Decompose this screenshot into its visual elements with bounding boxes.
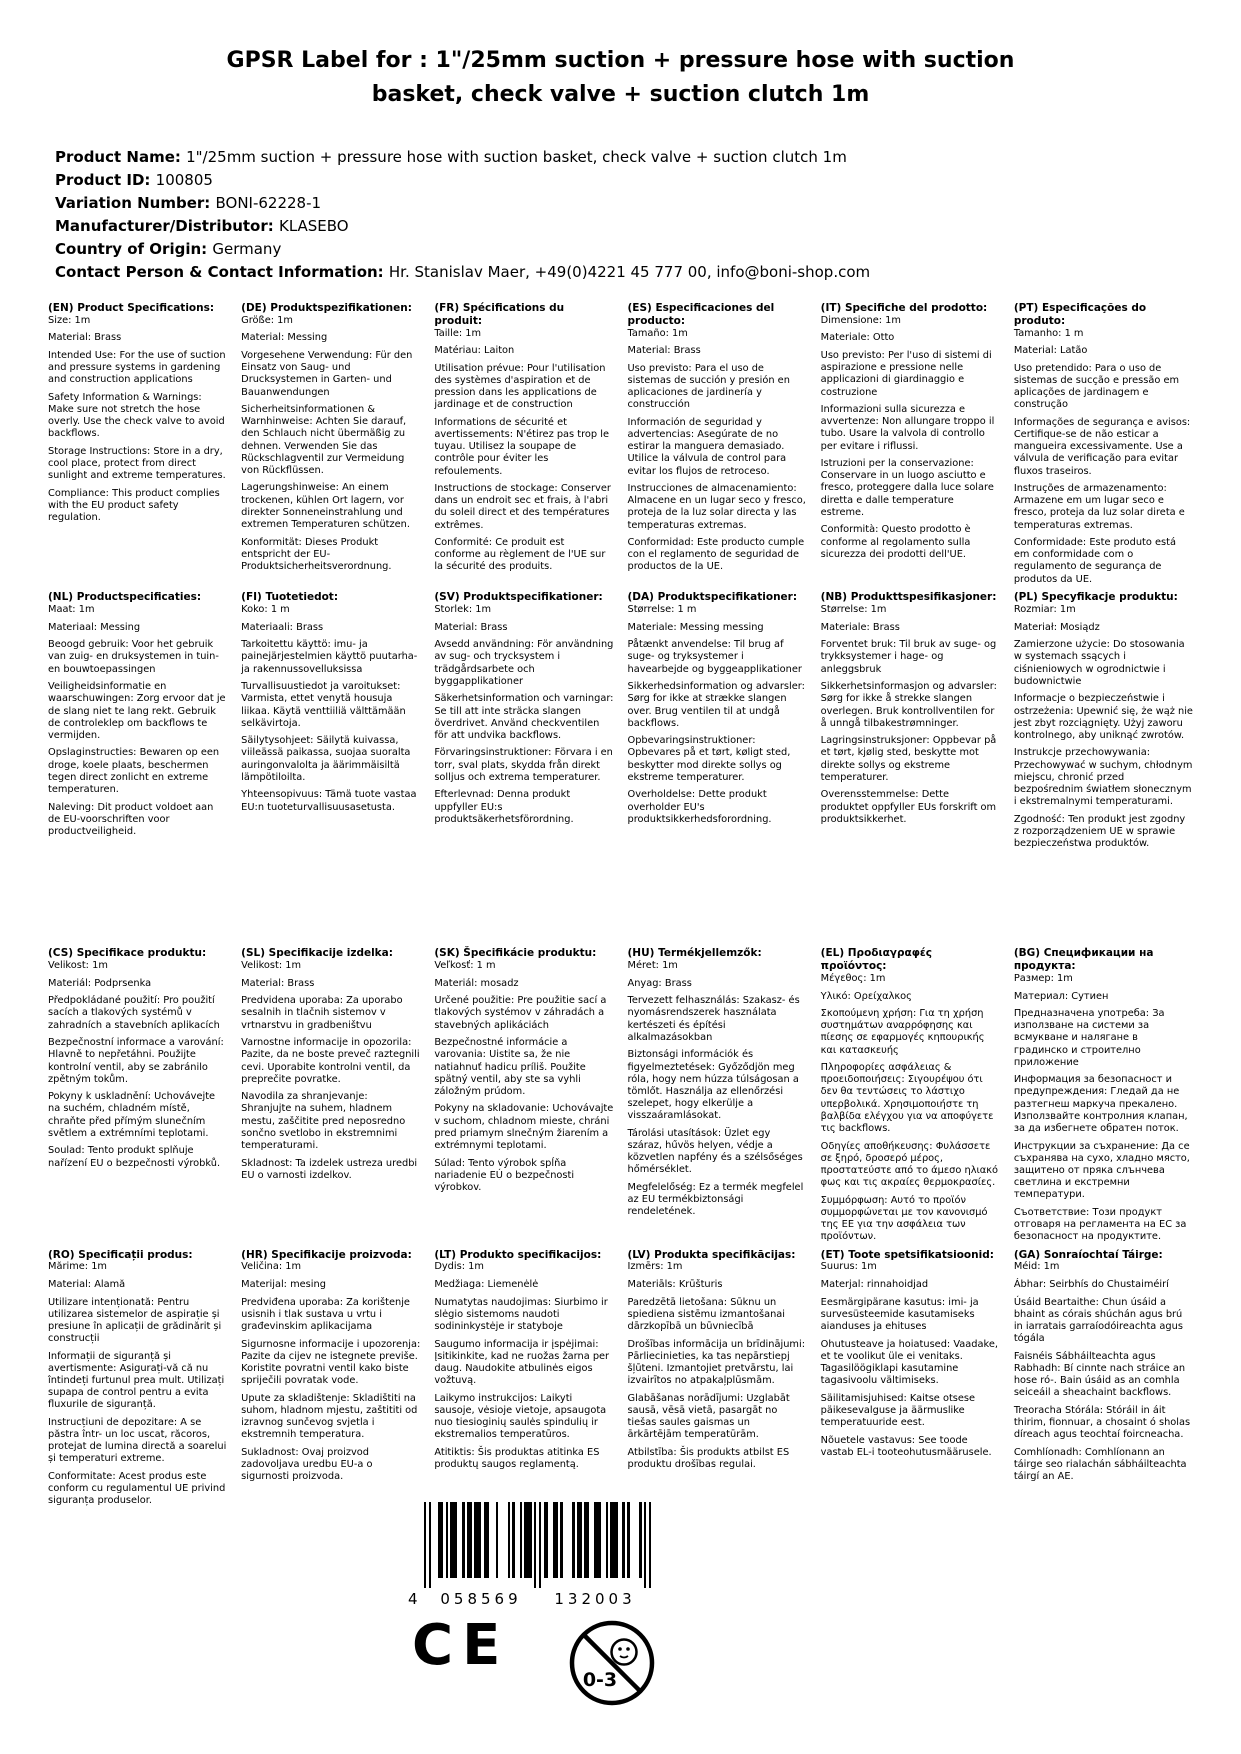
spec-paragraph: Atbilstība: Šis produkts atbilst ES produktu drošības regulai.	[627, 1446, 790, 1470]
spec-heading: (IT) Specifiche del prodotto:	[820, 302, 988, 314]
spec-heading: (ET) Toote spetsifikatsioonid:	[820, 1248, 994, 1261]
spec-paragraph: Efterlevnad: Denna produkt uppfyller EU:s produktsäkerhetsförordning.	[434, 789, 574, 825]
age-warning-icon	[567, 1618, 657, 1708]
spec-block-hu	[628, 947, 807, 1248]
spec-paragraph: Sikkerhetsinformasjon og advarsler: Sørg for ikke å strekke slangen overlegen. Bruk kontrollventilen for å unngå tilbakestrømninger.	[820, 681, 997, 729]
spec-paragraph: Úsáid Beartaithe: Chun úsáid a bhaint as córais shúchán agus brú in iarratais garraíodóireachta agus tógála	[1013, 1296, 1183, 1345]
spec-paragraph: Pokyny na skladovanie: Uchovávajte v suchom, chladnom mieste, chráni pred priamym slnečným žiarením a extrémnymi teplotami.	[434, 1103, 614, 1151]
spec-paragraph: Tamaño: 1m	[627, 327, 688, 339]
spec-paragraph: Forventet bruk: Til bruk av suge- og trykksystemer i hage- og anleggsbruk	[820, 639, 997, 675]
product-info-value: Germany	[212, 239, 282, 258]
spec-block-nl	[48, 591, 227, 947]
spec-paragraph: Méret: 1m	[627, 960, 678, 972]
product-info-label: Product Name:	[55, 148, 187, 166]
spec-block-lv	[628, 1249, 807, 1513]
spec-block-lt	[434, 1249, 613, 1513]
spec-paragraph: Ohutusteave ja hoiatused: Vaadake, et te voolikut üle ei venitaks. Tagasilöögiklapi kasutamine tagasivoolu vältimiseks.	[820, 1338, 998, 1387]
spec-paragraph: Koko: 1 m	[241, 604, 290, 616]
spec-paragraph: Información de seguridad y advertencias: Asegúrate de no estirar la manguera demasiado. Utilice la válvula de control para evitar los flujos de retroceso.	[627, 416, 787, 477]
spec-paragraph: Saugumo informacija ir įspėjimai: Įsitikinkite, kad ne ruožas žarna per daug. Naudokite atbulinės eigos vožtuvą.	[434, 1338, 610, 1387]
spec-paragraph: Biztonsági információk és figyelmeztetések: Győződjön meg róla, hogy nem húzza túlságosan a tömlőt. Használja az ellenőrzési szelepet, hogy elkerülje a visszaáramlásokat.	[627, 1049, 799, 1122]
spec-heading: (CS) Specifikace produktu:	[48, 947, 207, 960]
spec-paragraph: Nõuetele vastavus: See toode vastab EL-i tooteohutusmäärusele.	[820, 1434, 992, 1458]
product-info-line	[55, 238, 1201, 261]
spec-heading: (PT) Especificações do produto:	[1013, 302, 1147, 327]
spec-paragraph: Velikost: 1m	[241, 960, 302, 972]
spec-paragraph: Uso previsto: Per l'uso di sistemi di aspirazione e pressione nelle applicazioni di giardinaggio e costruzione	[820, 350, 992, 398]
spec-block-fi	[241, 591, 420, 947]
spec-paragraph: Informazioni sulla sicurezza e avvertenze: Non allungare troppo il tubo. Usare la valvola di controllo per evitare i riflussi.	[820, 404, 995, 452]
spec-paragraph: Utilizare intenționată: Pentru utilizarea sistemelor de aspirație și presiune în aplicații de grădinărit și construcții	[48, 1296, 222, 1345]
spec-block-pl	[1014, 591, 1193, 947]
product-info-label: Country of Origin:	[55, 239, 213, 258]
spec-paragraph: Súlad: Tento výrobok spĺňa nariadenie EÚ o bezpečnosti výrobkov.	[434, 1157, 575, 1193]
spec-paragraph: Material: Alamă	[48, 1279, 126, 1291]
spec-paragraph: Σκοπούμενη χρήση: Για τη χρήση συστημάτων αναρρόφησης και πίεσης σε εφαρμογές κηπουρικής και κατασκευής	[820, 1008, 985, 1056]
spec-paragraph: Předpokládané použití: Pro použití sacích a tlakových systémů v zahradních a stavebních aplikacích	[48, 995, 220, 1031]
spec-paragraph: Materiāls: Krūšturis	[627, 1279, 723, 1291]
spec-paragraph: Lagerungshinweise: An einem trockenen, kühlen Ort lagern, vor direkter Sonneneinstrahlung und extremen Temperaturen schützen.	[241, 482, 411, 530]
spec-paragraph: Suurus: 1m	[820, 1261, 877, 1273]
spec-paragraph: Paredzētā lietošana: Sūknu un spiediena sistēmu izmantošanai dārzkopībā un būvniecībā	[627, 1296, 786, 1333]
spec-paragraph: Opslaginstructies: Bewaren op een droge, koele plaats, beschermen tegen direct zonlicht en extreme temperaturen.	[48, 747, 220, 795]
spec-paragraph: Tamanho: 1 m	[1013, 327, 1084, 339]
product-info-value: KLASEBO	[278, 216, 349, 235]
spec-paragraph: Material: Brass	[48, 332, 122, 344]
spec-block-nb	[821, 591, 1000, 947]
barcode-system-digit: 4	[408, 1590, 418, 1608]
spec-block-da	[628, 591, 807, 947]
spec-heading: (ES) Especificaciones del producto:	[627, 302, 775, 327]
spec-block-pt	[1014, 302, 1193, 591]
spec-paragraph: Avsedd användning: För användning av sug- och trycksystem i trädgårdsarbete och byggapplikationer	[434, 639, 614, 687]
spec-paragraph: Méid: 1m	[1013, 1261, 1060, 1273]
spec-paragraph: Zgodność: Ten produkt jest zgodny z rozporządzeniem UE w sprawie bezpieczeństwa produktów.	[1013, 813, 1186, 849]
spec-paragraph: Pokyny k uskladnění: Uchovávejte na suchém, chladném místě, chraňte před přímým slunečním světlem a extrémními teplotami.	[48, 1091, 216, 1139]
spec-heading: (NB) Produkttspesifikasjoner:	[820, 591, 997, 604]
spec-paragraph: Varnostne informacije in opozorila: Pazite, da ne boste preveč raztegnili cevi. Uporabite kontrolni ventil, da preprečite povratke.	[241, 1037, 420, 1085]
spec-heading: (HU) Termékjellemzők:	[627, 947, 762, 960]
spec-paragraph: Informații de siguranță și avertismente: Asigurați-vă că nu întindeți furtunul prea mult. Utilizați supapa de control pentru a evita fluxurile de siguranță.	[48, 1350, 225, 1411]
spec-paragraph: Materjal: rinnahoidjad	[820, 1279, 929, 1291]
spec-paragraph: Tarkoitettu käyttö: imu- ja painejärjestelmien käyttö puutarha- ja rakennussovelluksissa	[241, 639, 418, 675]
spec-paragraph: Materijal: mesing	[241, 1279, 326, 1291]
spec-heading: (EN) Product Specifications:	[48, 302, 215, 314]
barcode-left-digits: 058569	[440, 1590, 522, 1608]
spec-paragraph: Υλικό: Ορείχαλκος	[820, 990, 912, 1002]
spec-heading: (EL) Προδιαγραφές προϊόντος:	[820, 947, 932, 973]
spec-paragraph: Beoogd gebruik: Voor het gebruik van zuig- en druksystemen in tuin- en bouwtoepassingen	[48, 639, 219, 675]
spec-block-de	[241, 302, 420, 591]
spec-paragraph: Lagringsinstruksjoner: Oppbevar på et tørt, kjølig sted, beskytte mot direkte sollys og ekstreme temperaturer.	[820, 735, 997, 783]
spec-paragraph: Intended Use: For the use of suction and pressure systems in gardening and construction applications	[48, 350, 226, 386]
spec-heading: (RO) Specificații produs:	[48, 1248, 193, 1261]
spec-heading: (HR) Specifikacije proizvoda:	[241, 1248, 412, 1261]
spec-paragraph: Overholdelse: Dette produkt overholder EU's produktsikkerhedsforordning.	[627, 789, 772, 825]
spec-paragraph: Zamierzone użycie: Do stosowania w systemach ssących i ciśnieniowych w ogrodnictwie i budownictwie	[1013, 639, 1185, 687]
page-title	[0, 44, 1241, 112]
spec-paragraph: Συμμόρφωση: Αυτό το προϊόν συμμορφώνεται με τον κανονισμό της ΕΕ για την ασφάλεια των προϊόντων.	[820, 1194, 988, 1243]
spec-paragraph: Conformitate: Acest produs este conform cu regulamentul UE privind siguranța produselor.	[48, 1471, 226, 1507]
spec-paragraph: Numatytas naudojimas: Siurbimo ir slėgio sistemoms naudoti sodininkystėje ir statyboje	[434, 1296, 608, 1333]
spec-paragraph: Uso pretendido: Para o uso de sistemas de sucção e pressão em aplicações de jardinagem e construção	[1013, 362, 1180, 411]
spec-paragraph: Matériau: Laiton	[434, 345, 515, 357]
product-info-value: BONI-62228-1	[215, 193, 322, 212]
barcode-right-digits: 132003	[554, 1590, 636, 1608]
spec-paragraph: Instrucciones de almacenamiento: Almacene en un lugar seco y fresco, proteja de la luz solar directa y las temperaturas extremas.	[627, 483, 806, 531]
spec-paragraph: Säkerhetsinformation och varningar: Se till att inte sträcka slangen överdrivet. Använd checkventilen för att undvika backflows.	[434, 693, 614, 741]
spec-paragraph: Určené použitie: Pre použitie sací a tlakových systémov v záhradách a stavebných aplikáciách	[434, 995, 607, 1031]
spec-paragraph: Compliance: This product complies with the EU product safety regulation.	[48, 487, 220, 524]
spec-paragraph: Utilisation prévue: Pour l'utilisation des systèmes d'aspiration et de pression dans les applications de jardinage et de construction	[434, 362, 606, 411]
spec-paragraph: Faisnéis Sábháilteachta agus Rabhadh: Bí cinnte nach stráice an hose ró-. Bain úsáid as an comhla seiceáil a sheachaint backflows.	[1013, 1350, 1186, 1399]
spec-paragraph: Conformità: Questo prodotto è conforme al regolamento sulla sicurezza dei prodotti dell'UE.	[820, 524, 971, 560]
spec-block-sk	[434, 947, 613, 1248]
spec-paragraph: Materiál: mosadz	[434, 977, 519, 989]
spec-heading: (LV) Produkta specifikācijas:	[627, 1248, 796, 1261]
product-info-label: Variation Number:	[55, 193, 216, 212]
spec-paragraph: Atitiktis: Šis produktas atitinka ES produktų saugos reglamentą.	[434, 1446, 600, 1470]
product-info-line	[55, 261, 1201, 284]
spec-paragraph: Størrelse: 1m	[820, 604, 887, 616]
spec-block-sl	[241, 947, 420, 1248]
spec-paragraph: Size: 1m	[48, 314, 91, 326]
spec-heading: (NL) Productspecificaties:	[48, 591, 202, 604]
spec-paragraph: Größe: 1m	[241, 314, 293, 326]
spec-paragraph: Glabāšanas norādījumi: Uzglabāt sausā, vēsā vietā, pasargāt no tiešas saules gaismas un ārkārtējām temperatūrām.	[627, 1392, 790, 1441]
spec-paragraph: Storage Instructions: Store in a dry, cool place, protect from direct sunlight and extreme temperatures.	[48, 446, 226, 482]
spec-paragraph: Soulad: Tento produkt splňuje nařízení EU o bezpečnosti výrobků.	[48, 1145, 221, 1169]
spec-block-es	[628, 302, 807, 591]
spec-paragraph: Maat: 1m	[48, 604, 95, 616]
spec-paragraph: Sukladnost: Ovaj proizvod zadovoljava uredbu EU-a o sigurnosti proizvoda.	[241, 1446, 373, 1483]
spec-paragraph: Veľkosť: 1 m	[434, 960, 496, 972]
spec-paragraph: Conformidade: Este produto está em conformidade com o regulamento de segurança de produtos da UE.	[1013, 537, 1176, 585]
spec-paragraph: Materiaal: Messing	[48, 621, 141, 633]
product-info-value: 1"/25mm suction + pressure hose with suction basket, check valve + suction clutch 1m	[186, 148, 847, 166]
spec-paragraph: Material: Brass	[241, 977, 315, 989]
spec-paragraph: Megfelelőség: Ez a termék megfelel az EU termékbiztonsági rendeletének.	[627, 1181, 804, 1218]
spec-paragraph: Conformité: Ce produit est conforme au règlement de l'UE sur la sécurité des produits.	[434, 537, 606, 573]
spec-paragraph: Sikkerhedsinformation og advarsler: Sørg for ikke at strække slangen over. Brug ventilen til at undgå backflows.	[627, 681, 805, 729]
spec-heading: (PL) Specyfikacje produktu:	[1013, 591, 1178, 604]
spec-paragraph: Overensstemmelse: Dette produktet oppfyller EUs forskrift om produktsikkerhet.	[820, 789, 997, 825]
barcode-bar	[649, 1502, 651, 1588]
spec-paragraph: Μέγεθος: 1m	[820, 972, 886, 984]
product-info-line	[55, 192, 1201, 215]
spec-paragraph: Ábhar: Seirbhís do Chustaiméirí	[1013, 1279, 1169, 1291]
spec-paragraph: Skladnost: Ta izdelek ustreza uredbi EU o varnosti izdelkov.	[241, 1157, 418, 1181]
page-title-text: GPSR Label for : 1"/25mm suction + pressure hose with suction basket, check valve + suction clutch 1m	[226, 48, 1015, 108]
spec-paragraph: Konformität: Dieses Produkt entspricht der EU-Produktsicherheitsverordnung.	[241, 536, 392, 572]
spec-heading: (DA) Produktspecifikationer:	[627, 591, 798, 604]
product-info-value: Hr. Stanislav Maer, +49(0)4221 45 777 00, info@boni-shop.com	[388, 262, 871, 281]
spec-paragraph: Materiał: Mosiądz	[1013, 621, 1100, 633]
spec-paragraph: Materiale: Brass	[820, 621, 900, 633]
spec-paragraph: Съответствие: Този продукт отговаря на регламента на ЕС за безопасност на продуктите.	[1013, 1206, 1187, 1243]
spec-paragraph: Инструкции за съхранение: Да се съхранява на сухо, хладно място, защитено от пряка слънчева светлина и екстремни температури.	[1013, 1140, 1190, 1201]
spec-paragraph: Размер: 1m	[1013, 972, 1073, 984]
spec-paragraph: Säilitamisjuhised: Kaitse otsese päikesevalguse ja äärmuslike temperatuuride eest.	[820, 1392, 976, 1429]
spec-heading: (SK) Špecifikácie produktu:	[434, 947, 597, 960]
spec-paragraph: Bezpečnostní informace a varování: Hlavně to nepřetáhni. Použijte kontrolní ventil, aby se zabránilo zpětným tokům.	[48, 1037, 224, 1085]
spec-paragraph: Yhteensopivuus: Tämä tuote vastaa EU:n tuoteturvallisuusasetusta.	[241, 789, 417, 813]
spec-heading: (FI) Tuotetiedot:	[241, 591, 339, 604]
spec-paragraph: Laikymo instrukcijos: Laikyti sausoje, vėsioje vietoje, apsaugota nuo tiesioginių saulės spindulių ir ekstremalios temperatūros.	[434, 1392, 607, 1441]
spec-paragraph: Predvidena uporaba: Za uporabo sesalnih in tlačnih sistemov v vrtnarstvu in gradbeništvu	[241, 995, 403, 1031]
spec-paragraph: Informations de sécurité et avertissements: N'étirez pas trop le tuyau. Utilisez la soupape de contrôle pour éviter les refoulements.	[434, 416, 610, 477]
spec-paragraph: Izmērs: 1m	[627, 1261, 683, 1273]
spec-block-hr	[241, 1249, 420, 1513]
spec-paragraph: Förvaringsinstruktioner: Förvara i en torr, sval plats, skydda från direkt solljus och extrema temperaturer.	[434, 747, 613, 783]
spec-paragraph: Mărime: 1m	[48, 1261, 107, 1273]
spec-paragraph: Информация за безопасност и предупреждения: Гледай да не разтегнеш маркуча прекалено. Използвайте контролния клапан, за да избегнете обратен поток.	[1013, 1074, 1188, 1134]
spec-paragraph: Safety Information & Warnings: Make sure not stretch the hose overly. Use the check valve to avoid backflows.	[48, 392, 225, 440]
ce-mark-icon: CE	[412, 1613, 510, 1678]
spec-paragraph: Dydis: 1m	[434, 1261, 484, 1273]
spec-paragraph: Bezpečnostné informácie a varovania: Uistite sa, že nie natiahnuť hadicu príliš. Použite spätný ventil, aby ste sa vyhli záložným prúdom.	[434, 1037, 586, 1097]
product-info-line	[55, 146, 1201, 169]
spec-block-et	[821, 1249, 1000, 1513]
product-info-label: Manufacturer/Distributor:	[55, 216, 279, 235]
product-info-value: 100805	[155, 170, 213, 189]
spec-paragraph: Turvallisuustiedot ja varoitukset: Varmista, ettet venytä housuja liikaa. Käytä venttiiliä välttämään selkävirtoja.	[241, 681, 406, 729]
spec-paragraph: Материал: Сутиен	[1013, 990, 1109, 1002]
barcode-bars	[424, 1502, 688, 1588]
product-info	[55, 146, 1201, 284]
product-info-label: Contact Person & Contact Information:	[55, 262, 389, 281]
spec-paragraph: Informações de segurança e avisos: Certifique-se de não esticar a mangueira excessivamente. Use a válvula de verificação para evitar fluxos traseiros.	[1013, 416, 1191, 477]
spec-paragraph: Navodila za shranjevanje: Shranjujte na suhem, hladnem mestu, zaščitite pred neposredno sončno svetlobo in ekstremnimi temperaturami.	[241, 1091, 406, 1151]
spec-paragraph: Material: Messing	[241, 332, 328, 344]
spec-paragraph: Anyag: Brass	[627, 977, 692, 989]
spec-paragraph: Tervezett felhasználás: Szakasz- és nyomásrendszerek használata kertészeti és építési alkalmazásokban	[627, 995, 800, 1043]
spec-paragraph: Materiál: Podprsenka	[48, 977, 152, 989]
spec-paragraph: Conformidad: Este producto cumple con el reglamento de seguridad de productos de la UE.	[627, 537, 805, 573]
spec-heading: (GA) Sonraíochtaí Táirge:	[1013, 1248, 1163, 1261]
spec-paragraph: Material: Brass	[434, 621, 508, 633]
spec-paragraph: Taille: 1m	[434, 327, 482, 339]
spec-heading: (SV) Produktspecifikationer:	[434, 591, 603, 604]
spec-paragraph: Säilytysohjeet: Säilytä kuivassa, viileässä paikassa, suojaa suoralta auringonvalolta ja äärimmäisiltä lämpötiloilta.	[241, 735, 411, 783]
spec-block-it	[821, 302, 1000, 591]
spec-heading: (DE) Produktspezifikationen:	[241, 302, 412, 314]
spec-paragraph: Materiale: Messing messing	[627, 621, 764, 633]
spec-paragraph: Tárolási utasítások: Üzlet egy száraz, hűvös helyen, védje a közvetlen napfény és a szélsőséges hőmérséklet.	[627, 1127, 803, 1176]
spec-paragraph: Medžiaga: Liemenėlė	[434, 1279, 539, 1291]
spec-paragraph: Предназначена употреба: За използване на системи за всмукване и налягане в градинско и строително приложение	[1013, 1008, 1165, 1068]
spec-paragraph: Velikost: 1m	[48, 960, 108, 972]
spec-paragraph: Påtænkt anvendelse: Til brug af suge- og tryksystemer i havearbejde og byggeapplikationer	[627, 639, 802, 675]
spec-paragraph: Veiligheidsinformatie en waarschuwingen: Zorg ervoor dat je de slang niet te lang rekt. Gebruik de controleklep om backflows te vermijden.	[48, 681, 226, 741]
spec-paragraph: Størrelse: 1 m	[627, 604, 697, 616]
spec-paragraph: Informacje o bezpieczeństwie i ostrzeżenia: Upewnić się, że wąż nie jest zbyt rozciągnięty. Użyj zaworu kontrolnego, aby uniknąć zwrotów.	[1013, 693, 1193, 741]
spec-paragraph: Opbevaringsinstruktioner: Opbevares på et tørt, køligt sted, beskytter mod direkte sollys og ekstreme temperaturer.	[627, 735, 791, 783]
spec-paragraph: Vorgesehene Verwendung: Für den Einsatz von Saug- und Drucksystemen in Garten- und Bauanwendungen	[241, 350, 413, 398]
spec-block-fr	[434, 302, 613, 591]
spec-paragraph: Storlek: 1m	[434, 604, 492, 616]
spec-paragraph: Sigurnosne informacije i upozorenja: Pazite da cijev ne istegnete previše. Koristite povratni ventil kako biste spriječili povratak vode.	[241, 1338, 421, 1387]
specs-grid	[48, 302, 1193, 1513]
spec-paragraph: Instruções de armazenamento: Armazene em um lugar seco e fresco, proteja da luz solar direta e temperaturas extremas.	[1013, 483, 1185, 531]
spec-paragraph: Uso previsto: Para el uso de sistemas de succión y presión en aplicaciones de jardinería y construcción	[627, 362, 790, 411]
spec-paragraph: Instrukcje przechowywania: Przechowywać w suchym, chłodnym miejscu, chronić przed bezpośrednim światłem słonecznym i ekstremalnymi temperaturami.	[1013, 747, 1193, 808]
barcode-digits	[408, 1590, 688, 1608]
spec-paragraph: Instructions de stockage: Conserver dans un endroit sec et frais, à l'abri du soleil direct et des températures extrêmes.	[434, 483, 611, 531]
spec-paragraph: Material: Latão	[1013, 345, 1088, 357]
product-info-line	[55, 169, 1201, 192]
spec-heading: (FR) Spécifications du produit:	[434, 302, 565, 327]
spec-paragraph: Material: Brass	[627, 345, 701, 357]
spec-paragraph: Materiaali: Brass	[241, 621, 324, 633]
spec-heading: (BG) Спецификации на продукта:	[1013, 947, 1154, 973]
spec-paragraph: Sicherheitsinformationen & Warnhinweise: Achten Sie darauf, den Schlauch nicht übermäßig zu dehnen. Verwenden Sie das Rückschlagventil zur Vermeidung von Rückflüssen.	[241, 404, 407, 476]
spec-paragraph: Treoracha Stórála: Stóráil in áit thirim, fionnuar, a chosaint ó sholas díreach agus teochtaí foircneacha.	[1013, 1404, 1191, 1441]
spec-heading: (LT) Produkto specifikacijos:	[434, 1248, 602, 1261]
product-info-label: Product ID:	[55, 170, 156, 189]
spec-paragraph: Naleving: Dit product voldoet aan de EU-voorschriften voor productveiligheid.	[48, 801, 214, 837]
spec-paragraph: Πληροφορίες ασφάλειας & προειδοποιήσεις: Σιγουρέψου ότι δεν θα τεντώσεις το λάστιχο υπερβολικά. Χρησιμοποιήστε τη βαλβίδα ελέγχου για να αποφύγετε τις backflows.	[820, 1062, 994, 1134]
spec-paragraph: Veličina: 1m	[241, 1261, 302, 1273]
spec-paragraph: Predviđena uporaba: Za korištenje usisnih i tlak sustava u vrtu i građevinskim aplikacijama	[241, 1296, 410, 1333]
spec-paragraph: Istruzioni per la conservazione: Conservare in un luogo asciutto e fresco, proteggere dalla luce solare diretta e dalle temperature estreme.	[820, 458, 994, 518]
age-warning-label: 0-3	[583, 1669, 618, 1691]
spec-paragraph: Upute za skladištenje: Skladištiti na suhom, hladnom mjestu, zaštititi od izravnog sunčevog svjetla i ekstremnih temperatura.	[241, 1392, 418, 1441]
spec-heading: (SL) Specifikacije izdelka:	[241, 947, 393, 960]
spec-block-en	[48, 302, 227, 591]
spec-block-sv	[434, 591, 613, 947]
spec-block-cs	[48, 947, 227, 1248]
spec-paragraph: Drošības informācija un brīdinājumi: Pārliecinieties, ka tas nepārstiepj šļūteni. Izmantojiet pretvārstu, lai izvairītos no atpakaļplūsmām.	[627, 1338, 805, 1387]
spec-block-ro	[48, 1249, 227, 1513]
spec-paragraph: Eesmärgipärane kasutus: imi- ja survesüsteemide kasutamiseks aianduses ja ehituses	[820, 1296, 979, 1333]
spec-paragraph: Instrucțiuni de depozitare: A se păstra într- un loc uscat, răcoros, protejat de lumina directă a soarelui și temperaturi extreme.	[48, 1417, 227, 1465]
spec-paragraph: Rozmiar: 1m	[1013, 604, 1076, 616]
spec-paragraph: Comhlíonadh: Comhlíonann an táirge seo rialachán sábháilteachta táirgí an AE.	[1013, 1446, 1187, 1483]
product-info-line	[55, 215, 1201, 238]
spec-paragraph: Materiale: Otto	[820, 332, 895, 344]
spec-block-el	[821, 947, 1000, 1248]
spec-paragraph: Οδηγίες αποθήκευσης: Φυλάσσετε σε ξηρό, δροσερό μέρος, προστατεύστε από το άμεσο ηλιακό φως και τις ακραίες θερμοκρασίες.	[820, 1140, 999, 1188]
spec-paragraph: Dimensione: 1m	[820, 314, 901, 326]
spec-block-bg	[1014, 947, 1193, 1248]
spec-block-ga	[1014, 1249, 1193, 1513]
ean13-barcode	[408, 1502, 688, 1608]
compliance-marks	[412, 1613, 657, 1708]
